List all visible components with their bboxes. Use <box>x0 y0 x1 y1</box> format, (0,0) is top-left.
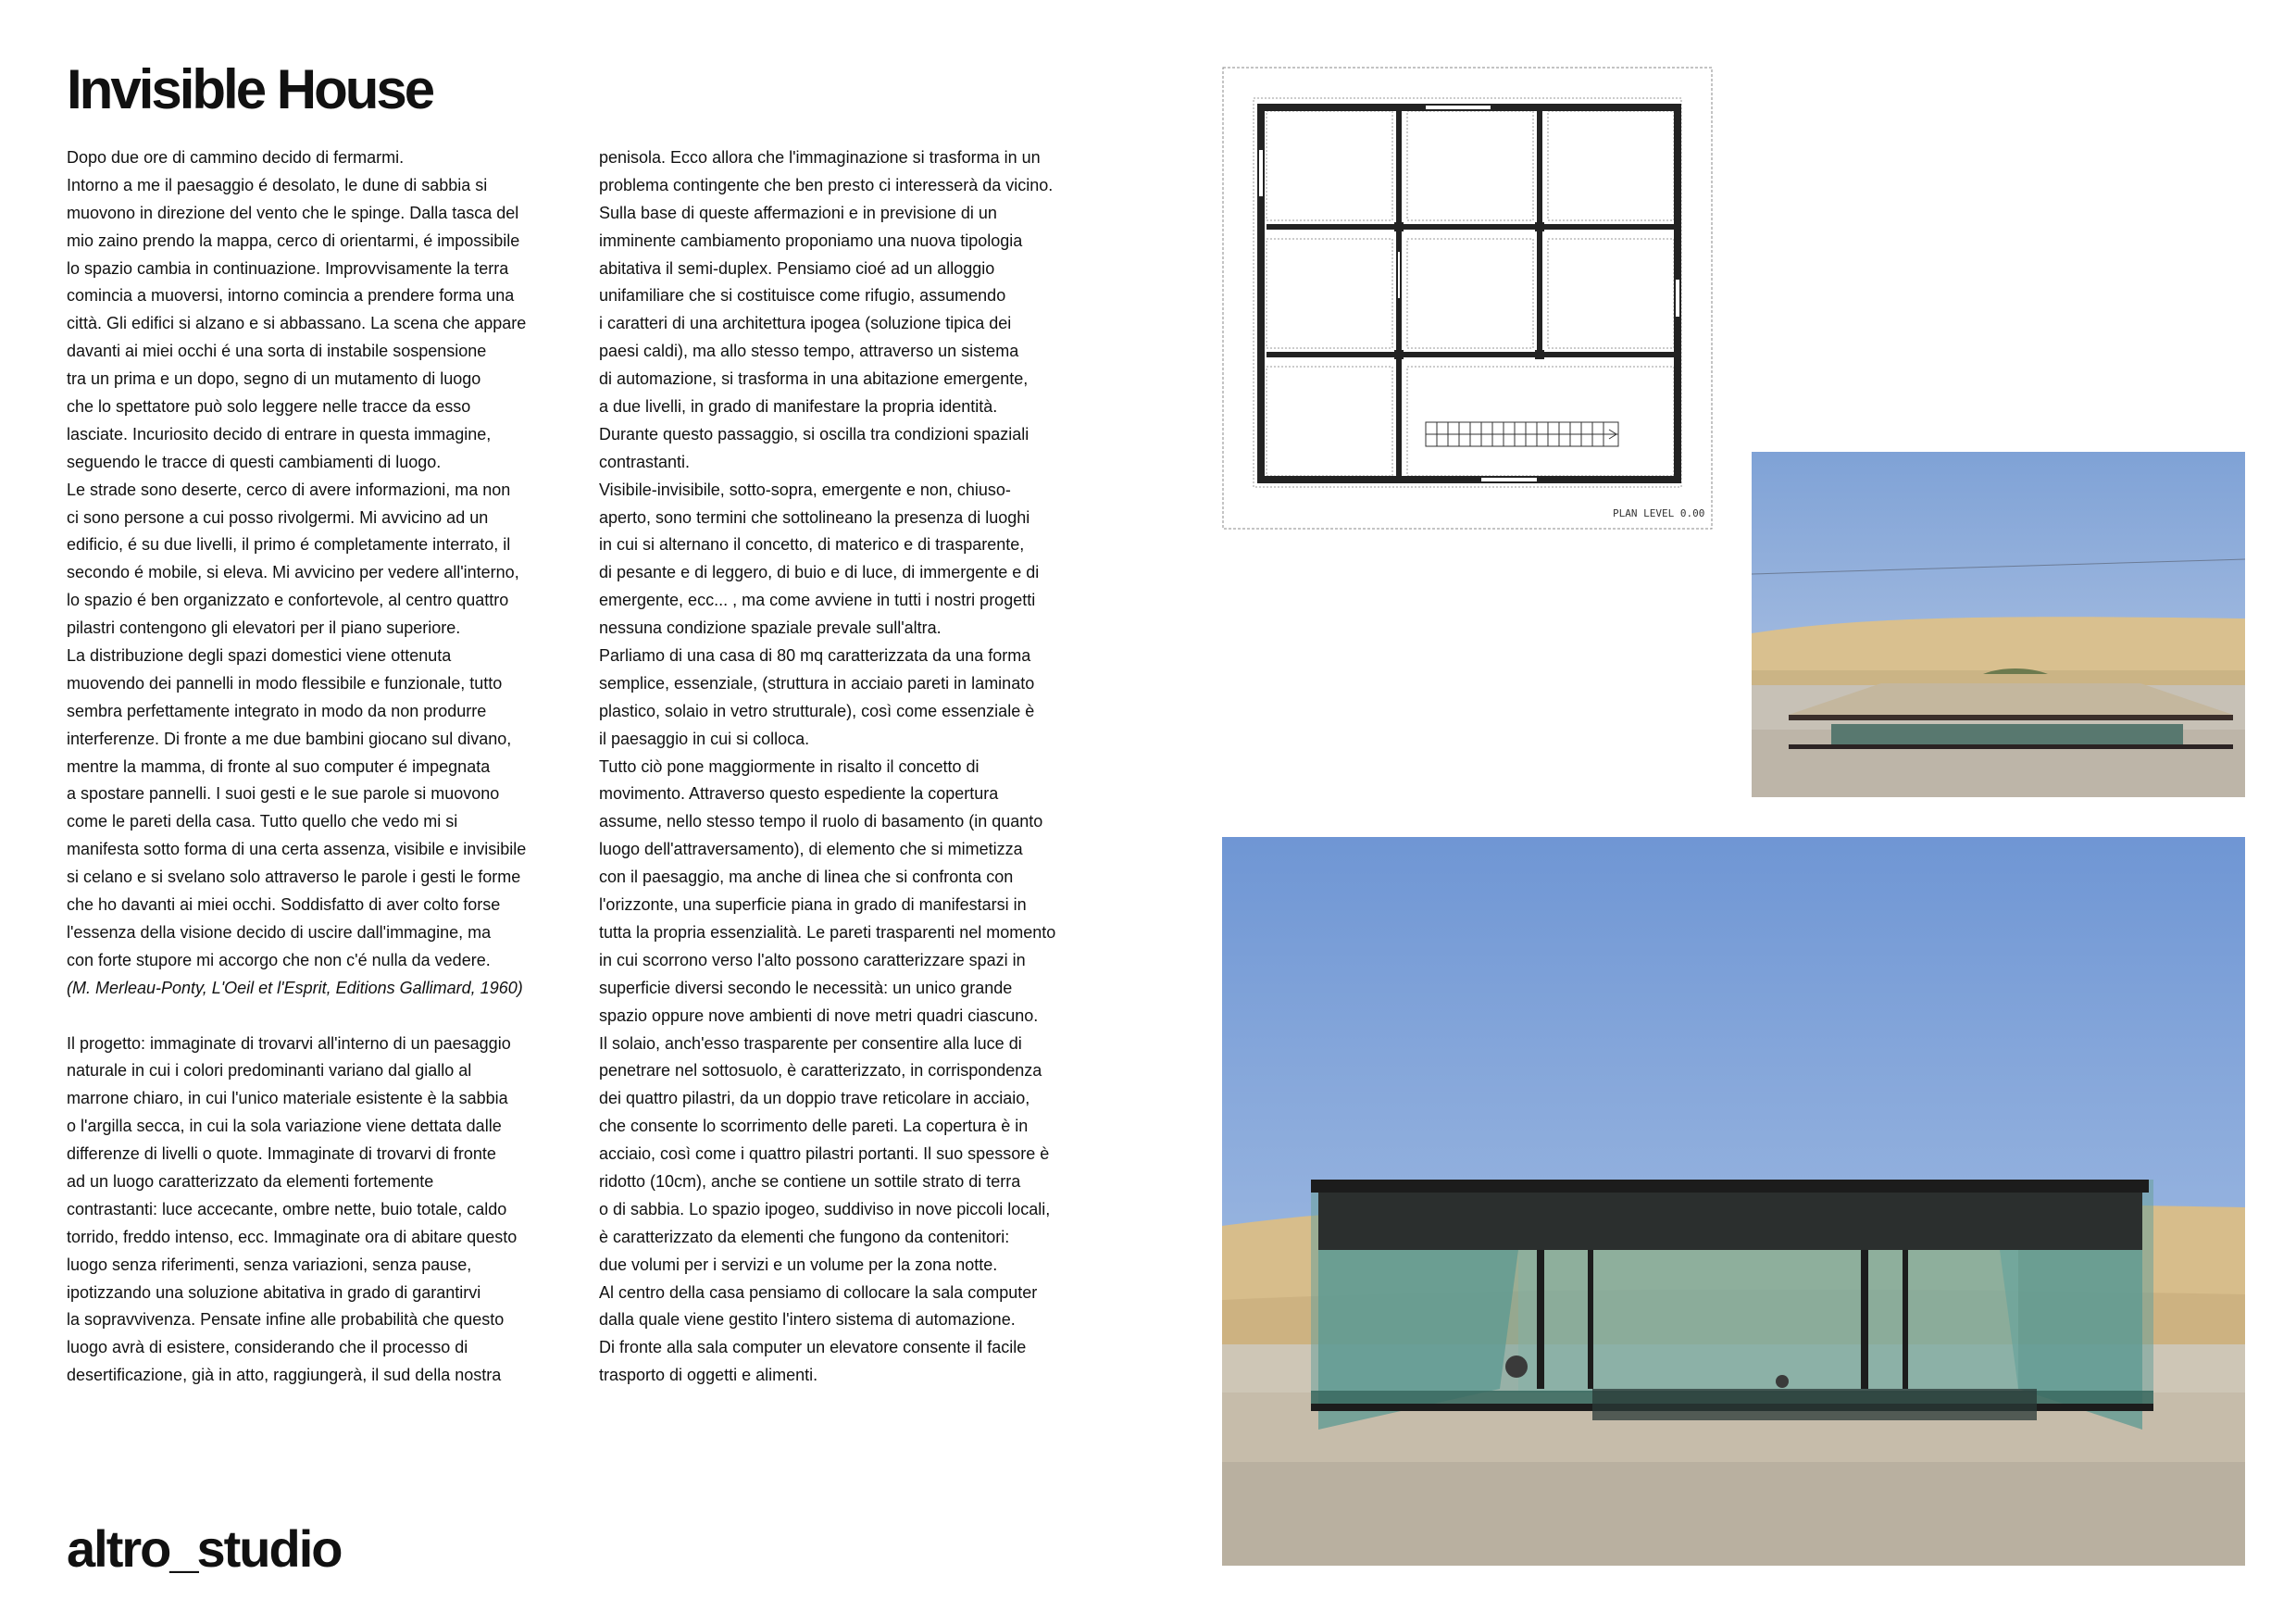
text-line: emergente, ecc... , ma come avviene in tutti i nostri progetti <box>599 591 1036 610</box>
text-line: il paesaggio in cui si colloca. <box>599 729 810 748</box>
text-line: edificio, é su due livelli, il primo é completamente interrato, il <box>67 535 511 555</box>
text-line: di pesante e di leggero, di buio e di luce, di immergente e di <box>599 563 1040 582</box>
text-line: come le pareti della casa. Tutto quello che vedo mi si <box>67 812 458 831</box>
text-line: abitativa il semi-duplex. Pensiamo cioé ad un alloggio <box>599 258 995 278</box>
text-line: città. Gli edifici si alzano e si abbassano. La scena che appare <box>67 314 527 333</box>
text-line: davanti ai miei occhi é una sorta di instabile sospensione <box>67 342 487 361</box>
text-line: semplice, essenziale, (struttura in acciaio pareti in laminato <box>599 673 1035 693</box>
text-line: a spostare pannelli. I suoi gesti e le sue parole si muovono <box>67 784 500 804</box>
page-title: Invisible House <box>67 58 433 120</box>
text-line: l'orizzonte, una superficie piana in grado di manifestarsi in <box>599 895 1027 915</box>
text-line: ridotto (10cm), anche se contiene un sottile strato di terra <box>599 1171 1021 1191</box>
text-line: luogo avrà di esistere, considerando che il processo di <box>67 1338 468 1357</box>
text-line: desertificazione, già in atto, raggiungerà, il sud della nostra <box>67 1366 502 1385</box>
text-line: che ho davanti ai miei occhi. Soddisfatto di aver colto forse <box>67 895 501 915</box>
text-line: mio zaino prendo la mappa, cerco di orientarmi, é impossibile <box>67 231 520 250</box>
text-line: Di fronte alla sala computer un elevatore consente il facile <box>599 1338 1027 1357</box>
text-line: differenze di livelli o quote. Immaginate di trovarvi di fronte <box>67 1144 496 1164</box>
text-line: che consente lo scorrimento delle pareti. La copertura è in <box>599 1117 1029 1136</box>
text-line: i caratteri di una architettura ipogea (soluzione tipica dei <box>599 314 1012 333</box>
text-line: tutta la propria essenzialità. Le pareti trasparenti nel momento <box>599 922 1056 942</box>
text-line: nessuna condizione spaziale prevale sull'altra. <box>599 618 942 638</box>
text-line: torrido, freddo intenso, ecc. Immaginate ora di abitare questo <box>67 1227 518 1246</box>
text-line: spazio oppure nove ambienti di nove metri quadri ciascuno. <box>599 1006 1039 1025</box>
text-line: con il paesaggio, ma anche di linea che si confronta con <box>599 868 1014 887</box>
text-line: dei quattro pilastri, da un doppio trave reticolare in acciaio, <box>599 1089 1030 1108</box>
text-line: movimento. Attraverso questo espediente la copertura <box>599 784 999 804</box>
text-line: Il progetto: immaginate di trovarvi all'interno di un paesaggio <box>67 1033 511 1053</box>
house-render-large <box>1222 837 2245 1566</box>
text-line: la sopravvivenza. Pensate infine alle probabilità che questo <box>67 1310 505 1330</box>
text-line: plastico, solaio in vetro strutturale), così come essenziale è <box>599 701 1035 720</box>
text-line: dalla quale viene gestito l'intero sistema di automazione. <box>599 1310 1016 1330</box>
text-line: lo spazio cambia in continuazione. Improvvisamente la terra <box>67 258 509 278</box>
text-line: due volumi per i servizi e un volume per la zona notte. <box>599 1255 998 1274</box>
text-line: che lo spettatore può solo leggere nelle tracce da esso <box>67 397 471 417</box>
text-column-left <box>67 144 594 1390</box>
text-line: seguendo le tracce di questi cambiamenti di luogo. <box>67 452 442 471</box>
text-line: Dopo due ore di cammino decido di fermarmi. <box>67 148 405 167</box>
text-line: a due livelli, in grado di manifestare la propria identità. <box>599 397 998 417</box>
text-line: mentre la mamma, di fronte al suo computer é impegnata <box>67 756 491 776</box>
text-line: penisola. Ecco allora che l'immaginazione si trasforma in un <box>599 148 1041 167</box>
plan-level-label: PLAN LEVEL 0.00 <box>1613 507 1705 519</box>
text-line: aperto, sono termini che sottolineano la presenza di luoghi <box>599 507 1030 527</box>
text-line: o di sabbia. Lo spazio ipogeo, suddiviso in nove piccoli locali, <box>599 1199 1051 1218</box>
text-line: marrone chiaro, in cui l'unico materiale esistente è la sabbia <box>67 1089 508 1108</box>
text-line: Al centro della casa pensiamo di collocare la sala computer <box>599 1282 1038 1302</box>
text-line: Il solaio, anch'esso trasparente per consentire alla luce di <box>599 1033 1022 1053</box>
text-line: Sulla base di queste affermazioni e in previsione di un <box>599 203 997 222</box>
text-line: di automazione, si trasforma in una abitazione emergente, <box>599 369 1029 389</box>
text-line: tra un prima e un dopo, segno di un mutamento di luogo <box>67 369 481 389</box>
text-line: muovono in direzione del vento che le spinge. Dalla tasca del <box>67 203 519 222</box>
text-line: Parliamo di una casa di 80 mq caratterizzata da una forma <box>599 646 1031 666</box>
text-line: Intorno a me il paesaggio é desolato, le dune di sabbia si <box>67 175 488 194</box>
text-line: l'essenza della visione decido di uscire dall'immagine, ma <box>67 922 492 942</box>
text-line: superficie diversi secondo le necessità: un unico grande <box>599 978 1013 997</box>
text-line: La distribuzione degli spazi domestici viene ottenuta <box>67 646 452 666</box>
text-line: (M. Merleau-Ponty, L'Oeil et l'Esprit, Editions Gallimard, 1960) <box>67 978 523 997</box>
text-line: trasporto di oggetti e alimenti. <box>599 1366 818 1385</box>
text-line: ad un luogo caratterizzato da elementi fortemente <box>67 1171 434 1191</box>
text-line: muovendo dei pannelli in modo flessibile e funzionale, tutto <box>67 673 503 693</box>
text-line: naturale in cui i colori predominanti variano dal giallo al <box>67 1061 472 1081</box>
text-line: in cui scorrono verso l'alto possono caratterizzare spazi in <box>599 950 1026 969</box>
text-line: Le strade sono deserte, cerco di avere informazioni, ma non <box>67 480 511 499</box>
text-column-right <box>599 144 1127 1390</box>
text-line: ci sono persone a cui posso rivolgermi. Mi avvicino ad un <box>67 507 489 527</box>
text-line: Durante questo passaggio, si oscilla tra condizioni spaziali <box>599 424 1029 443</box>
text-line: acciaio, così come i quattro pilastri portanti. Il suo spessore è <box>599 1144 1050 1164</box>
text-line: lo spazio é ben organizzato e confortevole, al centro quattro <box>67 591 509 610</box>
text-line: unifamiliare che si costituisce come rifugio, assumendo <box>599 286 1006 306</box>
text-line: penetrare nel sottosuolo, è caratterizzato, in corrispondenza <box>599 1061 1042 1081</box>
text-line: pilastri contengono gli elevatori per il piano superiore. <box>67 618 461 638</box>
text-line: contrastanti. <box>599 452 691 471</box>
text-line: manifesta sotto forma di una certa assenza, visibile e invisibile <box>67 840 527 859</box>
text-line: luogo dell'attraversamento), di elemento che si mimetizza <box>599 840 1023 859</box>
text-line: si celano e si svelano solo attraverso le parole i gesti le forme <box>67 868 521 887</box>
text-line: paesi caldi), ma allo stesso tempo, attraverso un sistema <box>599 342 1019 361</box>
text-line: con forte stupore mi accorgo che non c'é nulla da vedere. <box>67 950 491 969</box>
text-line <box>67 1003 594 1031</box>
text-line: contrastanti: luce accecante, ombre nette, buio totale, caldo <box>67 1199 507 1218</box>
text-line: lasciate. Incuriosito decido di entrare in questa immagine, <box>67 424 492 443</box>
studio-logo: altro_studio <box>67 1519 342 1578</box>
text-line: Tutto ciò pone maggiormente in risalto il concetto di <box>599 756 980 776</box>
text-line: o l'argilla secca, in cui la sola variazione viene dettata dalle <box>67 1117 502 1136</box>
text-line: è caratterizzato da elementi che fungono da contenitori: <box>599 1227 1010 1246</box>
text-line: comincia a muoversi, intorno comincia a prendere forma una <box>67 286 515 306</box>
text-line: sembra perfettamente integrato in modo da non produrre <box>67 701 487 720</box>
text-line: problema contingente che ben presto ci interesserà da vicino. <box>599 175 1054 194</box>
desert-photo-small <box>1752 452 2245 797</box>
text-line: assume, nello stesso tempo il ruolo di basamento (in quanto <box>599 812 1043 831</box>
text-line: imminente cambiamento proponiamo una nuova tipologia <box>599 231 1023 250</box>
text-line: in cui si alternano il concetto, di materico e di trasparente, <box>599 535 1025 555</box>
text-line: ipotizzando una soluzione abitativa in grado di garantirvi <box>67 1282 481 1302</box>
text-line: secondo é mobile, si eleva. Mi avvicino per vedere all'interno, <box>67 563 519 582</box>
floor-plan-drawing <box>1222 67 1713 530</box>
text-line: luogo senza riferimenti, senza variazioni, senza pause, <box>67 1255 472 1274</box>
text-line: interferenze. Di fronte a me due bambini giocano sul divano, <box>67 729 512 748</box>
text-line: Visibile-invisibile, sotto-sopra, emergente e non, chiuso- <box>599 480 1011 499</box>
